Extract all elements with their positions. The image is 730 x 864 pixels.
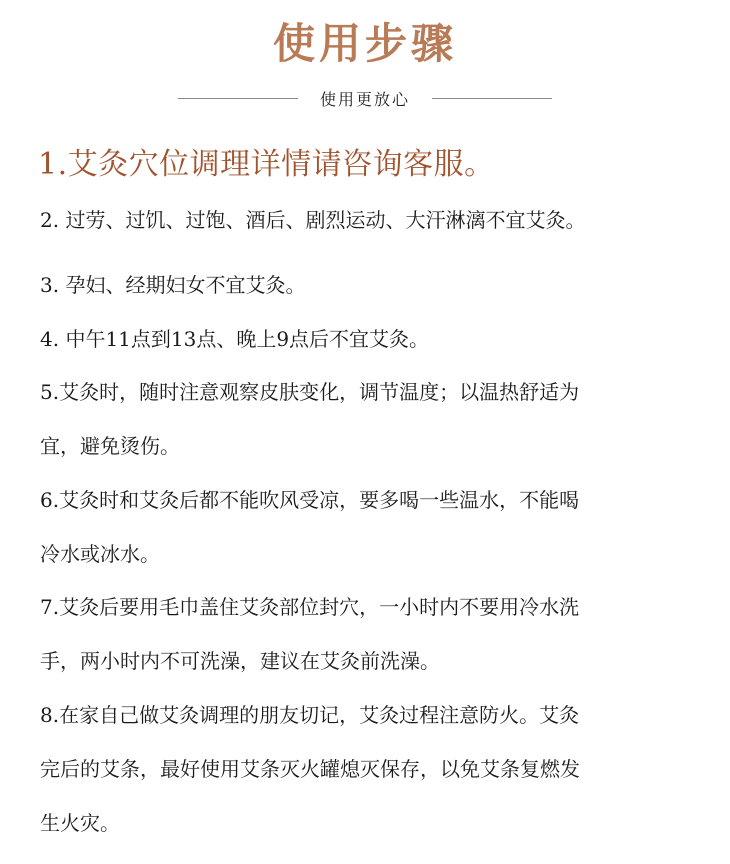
highlight-notice: 1.艾灸穴位调理详情请咨询客服。	[38, 147, 495, 182]
notice-item-8: 8.在家自己做艾灸调理的朋友切记，艾灸过程注意防火。艾灸 完后的艾条，最好使用艾条灭火罐熄灭保存，以免艾条复燃发 生火灾。	[40, 703, 580, 835]
left-divider	[178, 98, 298, 99]
page-title: 使用步骤	[272, 19, 457, 68]
notice-item-5: 5.艾灸时，随时注意观察皮肤变化，调节温度；以温热舒适为 宜，避免烫伤。	[40, 380, 580, 458]
notice-item-7: 7.艾灸后要用毛巾盖住艾灸部位封穴，一小时内不要用冷水洗 手，两小时内不可洗澡，建议在艾灸前洗澡。	[40, 595, 580, 673]
notice-item-6: 6.艾灸时和艾灸后都不能吹风受凉，要多喝一些温水，不能喝 冷水或冰水。	[40, 488, 580, 566]
notice-item-4: 4. 中午11点到13点、晚上9点后不宜艾灸。	[40, 327, 430, 351]
page-subtitle: 使用更放心	[319, 89, 410, 109]
subtitle-row	[0, 86, 730, 110]
notice-item-3: 3. 孕妇、经期妇女不宜艾灸。	[40, 273, 306, 297]
right-divider	[432, 98, 552, 99]
notice-item-2: 2. 过劳、过饥、过饱、酒后、剧烈运动、大汗淋漓不宜艾灸。	[40, 208, 586, 232]
